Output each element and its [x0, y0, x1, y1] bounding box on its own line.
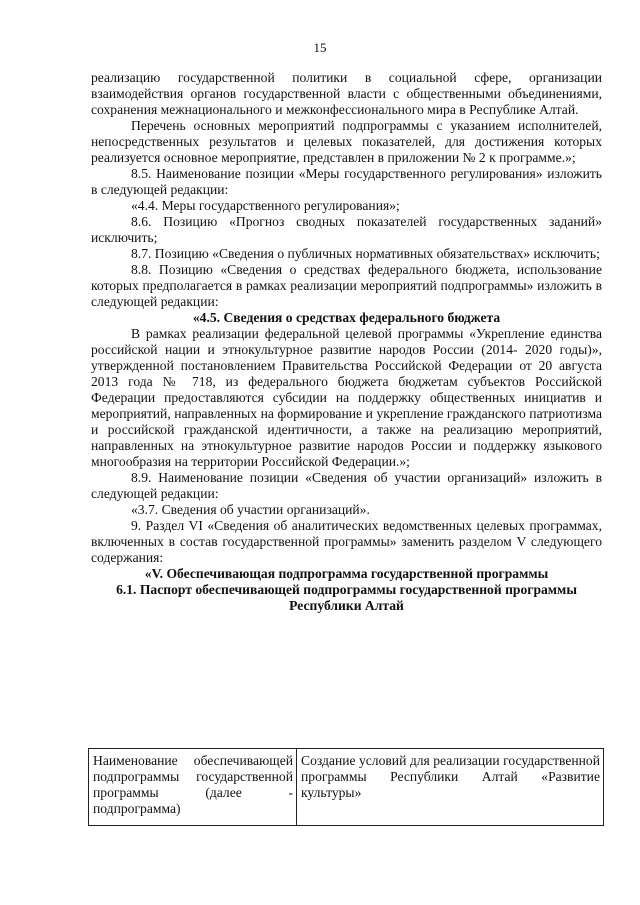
- table-cell-value: Создание условий для реализации государственной программы Республики Алтай «Развитие культуры»: [297, 749, 604, 826]
- section-heading-4-5: «4.5. Сведения о средствах федерального бюджета: [192, 310, 501, 325]
- section-heading-6-1: 6.1. Паспорт обеспечивающей подпрограммы государственной программы Республики Алтай: [116, 582, 577, 613]
- paragraph: реализацию государственной политики в социальной сфере, организации взаимодействия органов государственной власти с общественными объединениями, сохранения межнационального и межконфессионального мира в Республике Алтай.: [91, 70, 602, 117]
- paragraph: 8.9. Наименование позиции «Сведения об участии организаций» изложить в следующей редакции:: [91, 470, 602, 501]
- table-row: [89, 749, 604, 826]
- paragraph: 8.5. Наименование позиции «Меры государственного регулирования» изложить в следующей редакции:: [91, 166, 602, 197]
- page-number: 15: [313, 40, 327, 55]
- paragraph: «4.4. Меры государственного регулирования»;: [131, 198, 400, 213]
- section-heading-v: «V. Обеспечивающая подпрограмма государственной программы: [144, 566, 549, 581]
- document-body: [91, 70, 602, 614]
- passport-table: [88, 748, 604, 826]
- table-cell-label: Наименование обеспечивающей подпрограммы государственной программы (далее - подпрограмма): [89, 749, 297, 826]
- paragraph: 8.6. Позицию «Прогноз сводных показателей государственных заданий» исключить;: [91, 214, 602, 245]
- paragraph: 9. Раздел VI «Сведения об аналитических ведомственных целевых программах, включенных в состав государственной программы» заменить разделом V следующего содержания:: [91, 518, 602, 565]
- paragraph: «3.7. Сведения об участии организаций».: [131, 502, 370, 517]
- paragraph: В рамках реализации федеральной целевой программы «Укрепление единства российской нации и этнокультурное развитие народов России (2014- 2020 годы)», утвержденной постановлением Правительства Российской Федерации от 20 августа 2013 года № 718, из федерального бюджета бюджетам субъектов Российской Федерации предоставляются субсидии на поддержку общественных инициатив и мероприятий, направленных на формирование и укрепление гражданского патриотизма и российской гражданской идентичности, а также на реализацию мероприятий, направленных на этнокультурное развитие народов России и поддержку языкового многообразия на территории Российской Федерации.»;: [91, 326, 602, 469]
- paragraph: 8.8. Позицию «Сведения о средствах федерального бюджета, использование которых предполагается в рамках реализации мероприятий подпрограммы» изложить в следующей редакции:: [91, 262, 602, 309]
- paragraph: Перечень основных мероприятий подпрограммы с указанием исполнителей, непосредственных результатов и целевых показателей, для достижения которых реализуется основное мероприятие, представлен в приложении № 2 к программе.»;: [91, 118, 602, 165]
- paragraph: 8.7. Позицию «Сведения о публичных нормативных обязательствах» исключить;: [131, 246, 600, 261]
